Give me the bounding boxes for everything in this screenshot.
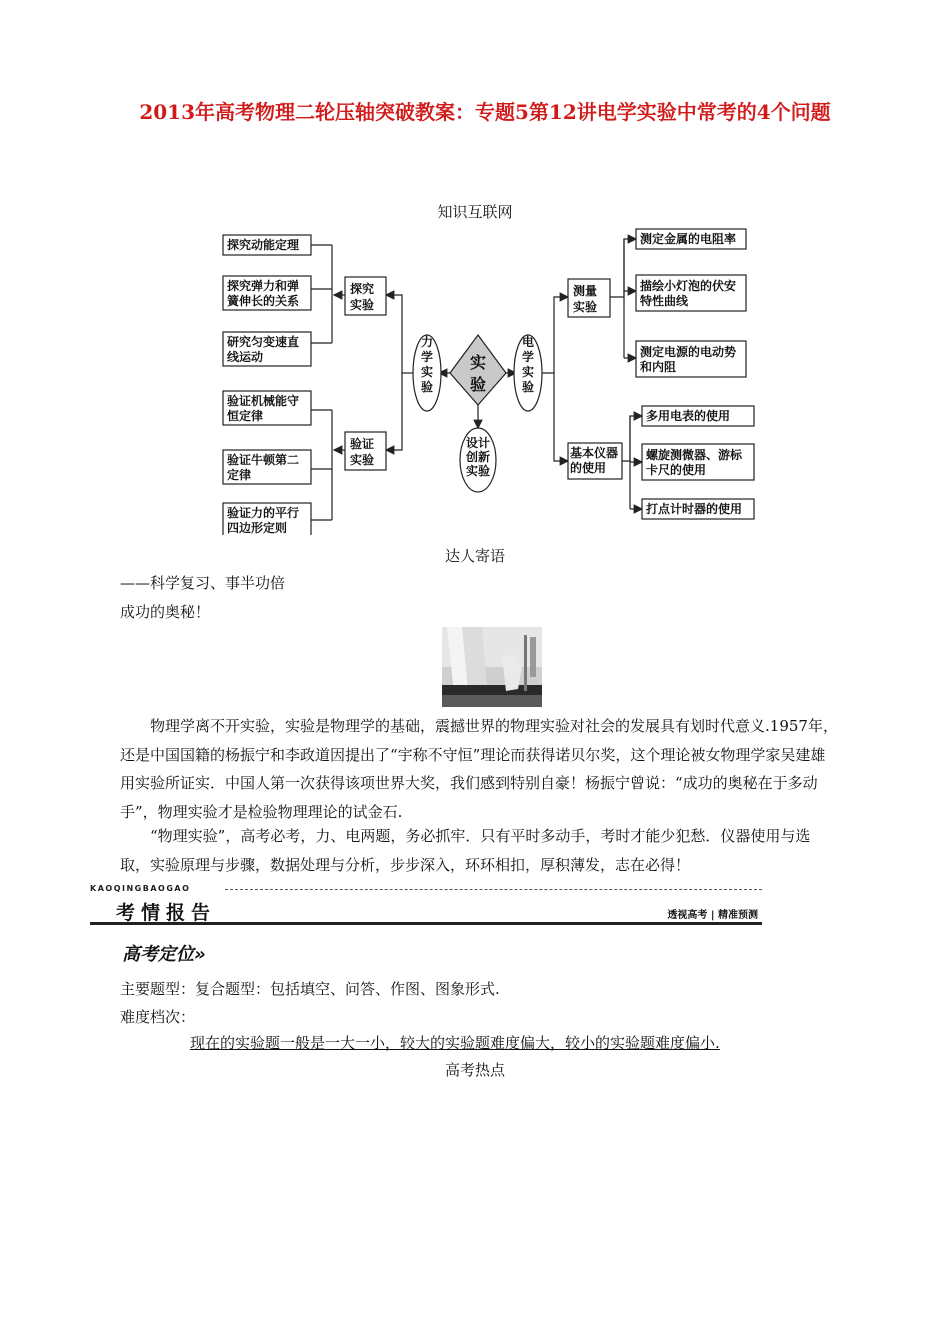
left-upper-connector — [311, 245, 332, 343]
mech-to-explore-arrow — [386, 295, 402, 373]
right-item-2-line-1: 和内阻 — [640, 360, 677, 374]
left-item-3-line-0: 验证机械能守 — [227, 394, 300, 408]
banner-title: 考情报告 — [116, 902, 217, 924]
right-item-3-line-0: 多用电表的使用 — [646, 409, 731, 423]
exam-report-banner — [90, 882, 762, 928]
explore-label-line-1: 实验 — [350, 298, 375, 312]
left-item-2-line-0: 研究匀变速直 — [227, 335, 300, 349]
mechanics-label-line-1: 学 — [421, 350, 434, 364]
main-types: 主要题型：复合题型：包括填空、问答、作图、图象形式. — [120, 980, 500, 998]
left-item-2-line-1: 线运动 — [227, 350, 264, 364]
center-label-line-0: 实 — [470, 353, 487, 372]
left-item-1-line-0: 探究弹力和弹 — [227, 279, 300, 293]
secret-line: 成功的奥秘！ — [120, 603, 211, 621]
right-item-5-line-0: 打点计时器的使用 — [646, 502, 743, 516]
left-item-5-line-0: 验证力的平行 — [227, 506, 300, 520]
electric-label-line-0: 电 — [522, 335, 535, 349]
knowledge-diagram — [210, 225, 780, 535]
mechanics-label-line-3: 验 — [421, 380, 434, 394]
paragraph-2: “物理实验”，高考必考，力、电两题，务必抓牢．只有平时多动手，考时才能少犯愁．仪器使用与选取，实验原理与步骤，数据处理与分析，步步深入，环环相扣，厚积薄发，志在必得！ — [120, 827, 811, 874]
elec-to-instrument-arrow — [554, 373, 568, 461]
elec-to-measure-arrow — [540, 297, 568, 373]
verify-label-line-0: 验证 — [350, 437, 375, 451]
mechanics-label-line-0: 力 — [421, 335, 434, 349]
measure-label-line-0: 测量 — [573, 284, 598, 298]
right-item-4-line-0: 螺旋测微器、游标 — [646, 448, 743, 462]
design-label-line-2: 实验 — [466, 464, 491, 478]
section-exam-position: 高考定位» — [122, 944, 206, 965]
section-knowledge-network: 知识互联网 — [437, 203, 513, 221]
right-item-1-line-0: 描绘小灯泡的伏安 — [640, 279, 737, 293]
left-item-4-line-1: 定律 — [227, 468, 252, 482]
explore-label-line-0: 探究 — [350, 282, 375, 296]
mechanics-label-line-2: 实 — [421, 365, 434, 379]
right-item-1-line-1: 特性曲线 — [640, 294, 689, 308]
right-item-0-line-0: 测定金属的电阻率 — [640, 232, 737, 246]
banner-small-text: KAOQINGBAOGAO — [90, 884, 191, 893]
knowledge-diagram-svg — [210, 225, 780, 535]
electric-label-line-1: 学 — [522, 350, 535, 364]
left-item-0-line-0: 探究动能定理 — [227, 238, 300, 252]
document-title: 2013年高考物理二轮压轴突破教案：专题5第12讲电学实验中常考的4个问题 — [139, 100, 831, 124]
right-item-4-line-1: 卡尺的使用 — [646, 463, 707, 477]
instrument-label-line-1: 的使用 — [570, 461, 607, 475]
left-item-1-line-1: 簧伸长的关系 — [227, 294, 300, 308]
left-lower-connector — [311, 410, 332, 520]
measure-label-line-1: 实验 — [573, 300, 598, 314]
electric-label-line-3: 验 — [522, 380, 535, 394]
left-item-4-line-0: 验证牛顿第二 — [227, 453, 300, 467]
photo-experiment — [442, 627, 542, 707]
design-label-line-0: 设计 — [466, 436, 491, 450]
right-item-2-line-0: 测定电源的电动势 — [640, 345, 737, 359]
center-label-line-1: 验 — [470, 375, 487, 394]
subtitle-line: ——科学复习、事半功倍 — [120, 574, 286, 592]
section-hot-topics: 高考热点 — [444, 1061, 505, 1079]
left-item-5-line-1: 四边形定则 — [227, 521, 288, 535]
difficulty-text: 现在的实验题一般是一大一小，较大的实验题难度偏大，较小的实验题难度偏小. — [190, 1034, 720, 1052]
mech-to-verify-arrow — [386, 373, 402, 450]
difficulty-label: 难度档次： — [120, 1008, 196, 1026]
verify-label-line-1: 实验 — [350, 453, 375, 467]
paragraph-1: 物理学离不开实验，实验是物理学的基础，震撼世界的物理实验对社会的发展具有划时代意义.1957年，还是中国国籍的杨振宁和李政道因提出了“宇称不守恒”理论而获得诺贝尔奖，这个理论被女物理学家吴建雄用实验所证实．中国人第一次获得该项世界大奖，我们感到特别自豪！杨振宁曾说：“成功的奥秘在于多动手”，物理实验才是检验物理理论的试金石. — [120, 717, 838, 821]
design-label-line-1: 创新 — [466, 450, 491, 464]
instrument-label-line-0: 基本仪器 — [570, 446, 619, 460]
banner-right-text: 透视高考 | 精准预测 — [667, 910, 758, 921]
left-item-3-line-1: 恒定律 — [227, 409, 264, 423]
section-expert-words: 达人寄语 — [444, 547, 505, 565]
electric-label-line-2: 实 — [522, 365, 535, 379]
